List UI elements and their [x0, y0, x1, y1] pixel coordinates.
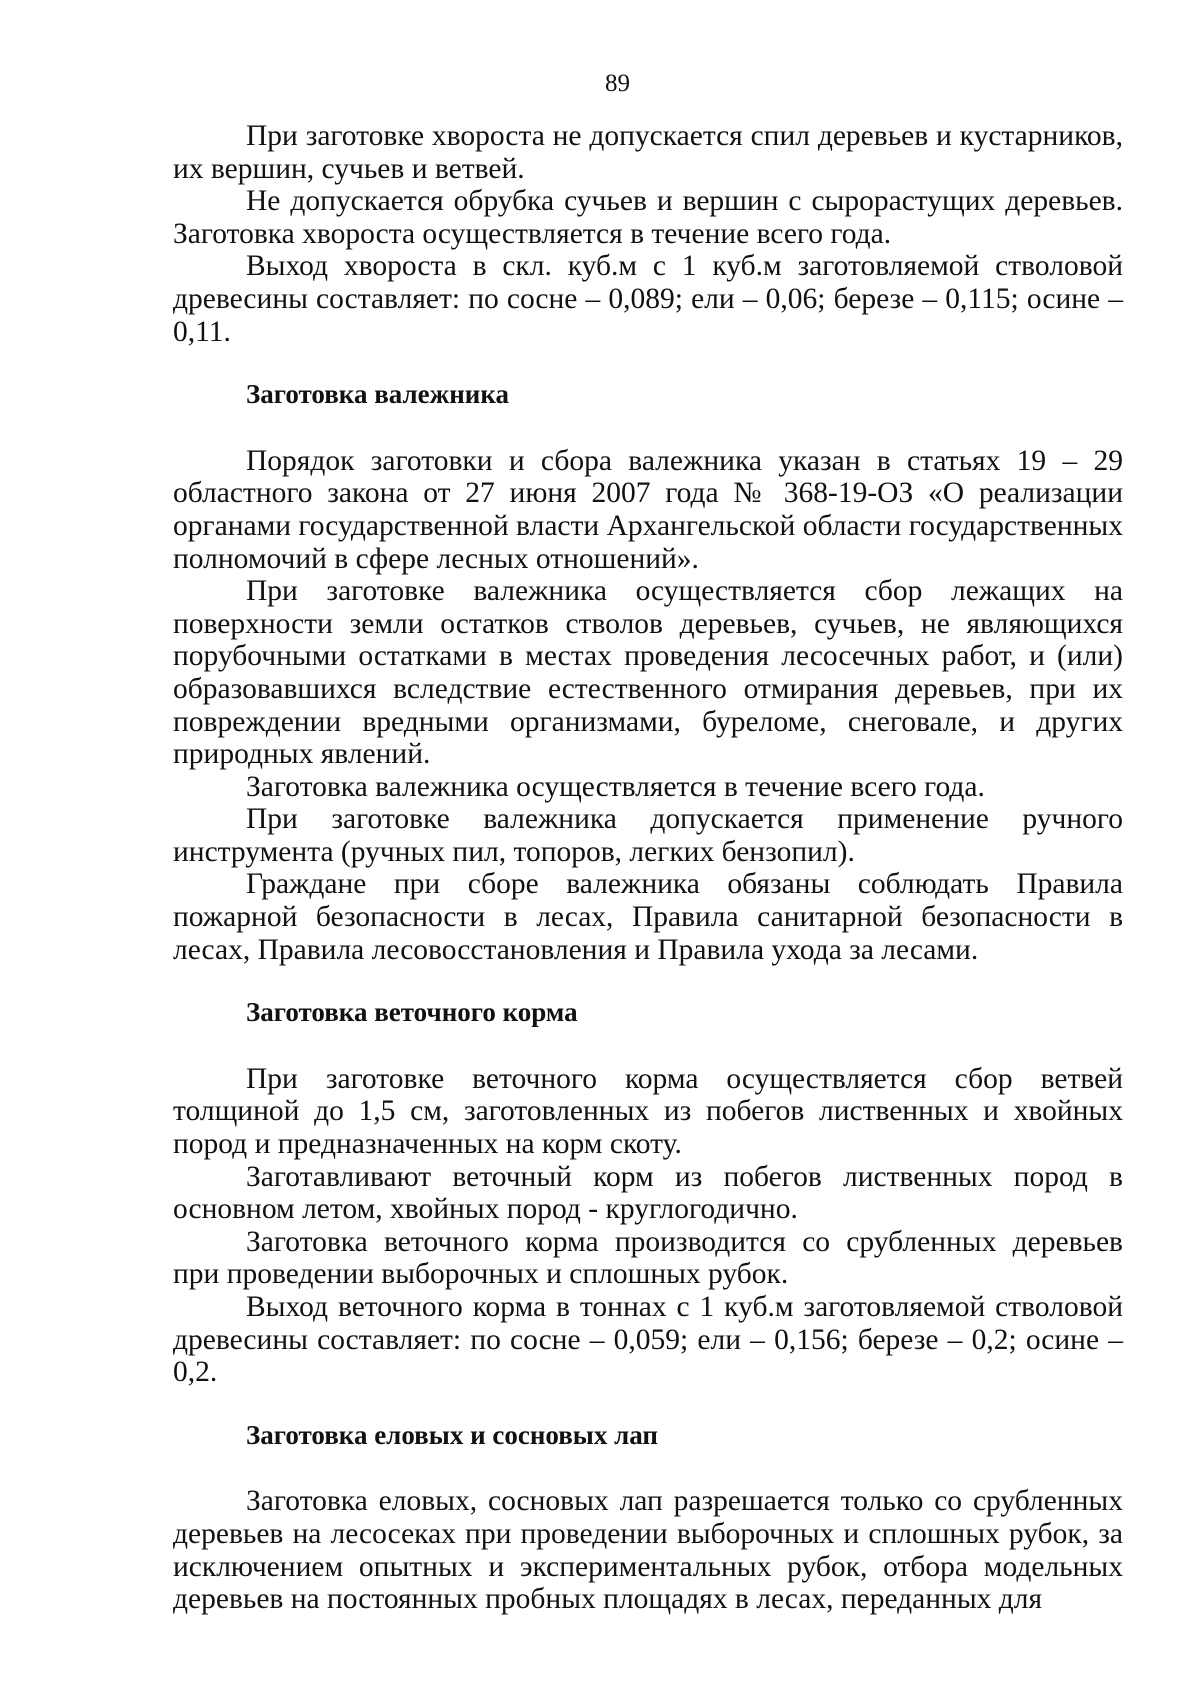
paragraph: При заготовке хвороста не допускается спил деревьев и кустарников, их вершин, сучьев и ветвей. [173, 120, 1123, 185]
paragraph: Заготовка веточного корма производится со срубленных деревьев при проведении выборочных и сплошных рубок. [173, 1225, 1123, 1291]
paragraph: Заготовка валежника осуществляется в течение всего года. [246, 770, 985, 803]
page-number: 89 [605, 70, 630, 97]
section-heading: Заготовка еловых и сосновых лап [246, 1419, 658, 1450]
section-heading: Заготовка валежника [246, 379, 509, 410]
paragraph: Не допускается обрубка сучьев и вершин с сырорастущих деревьев. Заготовка хвороста осуществляется в течение всего года. [173, 185, 1123, 250]
paragraph: Порядок заготовки и сбора валежника указан в статьях 19 – 29 областного закона от 27 июня 2007 года № 368-19-ОЗ «О реализации органами государственной власти Архангельской области государственных полномочий в сфере лесных отношений». [173, 444, 1123, 575]
section-heading: Заготовка веточного корма [246, 997, 578, 1028]
paragraph: При заготовке валежника осуществляется сбор лежащих на поверхности земли остатков стволов деревьев, сучьев, не являющихся порубочными остатками в местах проведения лесосечных работ, и (или) образовавшихся вследствие естественного отмирания деревьев, при их повреждении вредными организмами, буреломе, снеговале, и других природных явлений. [173, 575, 1123, 771]
paragraph: Граждане при сборе валежника обязаны соблюдать Правила пожарной безопасности в лесах, Правила санитарной безопасности в лесах, Правила лесовосстановления и Правила ухода за лесами. [173, 868, 1123, 966]
paragraph: Выход веточного корма в тоннах с 1 куб.м заготовляемой стволовой древесины составляет: по сосне – 0,059; ели – 0,156; березе – 0,2; осине – 0,2. [173, 1291, 1123, 1389]
paragraph: Заготовка еловых, сосновых лап разрешается только со срубленных деревьев на лесосеках при проведении выборочных и сплошных рубок, за исключением опытных и экспериментальных рубок, отбора модельных деревьев на постоянных пробных площадях в лесах, переданных для [173, 1485, 1123, 1616]
paragraph: Выход хвороста в скл. куб.м с 1 куб.м заготовляемой стволовой древесины составляет: по сосне – 0,089; ели – 0,06; березе – 0,115; осине – 0,11. [173, 250, 1123, 348]
paragraph: При заготовке валежника допускается применение ручного инструмента (ручных пил, топоров, легких бензопил). [173, 803, 1123, 868]
page-content [173, 120, 1123, 1616]
paragraph: Заготавливают веточный корм из побегов лиственных пород в основном летом, хвойных пород - круглогодично. [173, 1160, 1123, 1226]
paragraph: При заготовке веточного корма осуществляется сбор ветвей толщиной до 1,5 см, заготовленных из побегов лиственных и хвойных пород и предназначенных на корм скоту. [173, 1062, 1123, 1161]
